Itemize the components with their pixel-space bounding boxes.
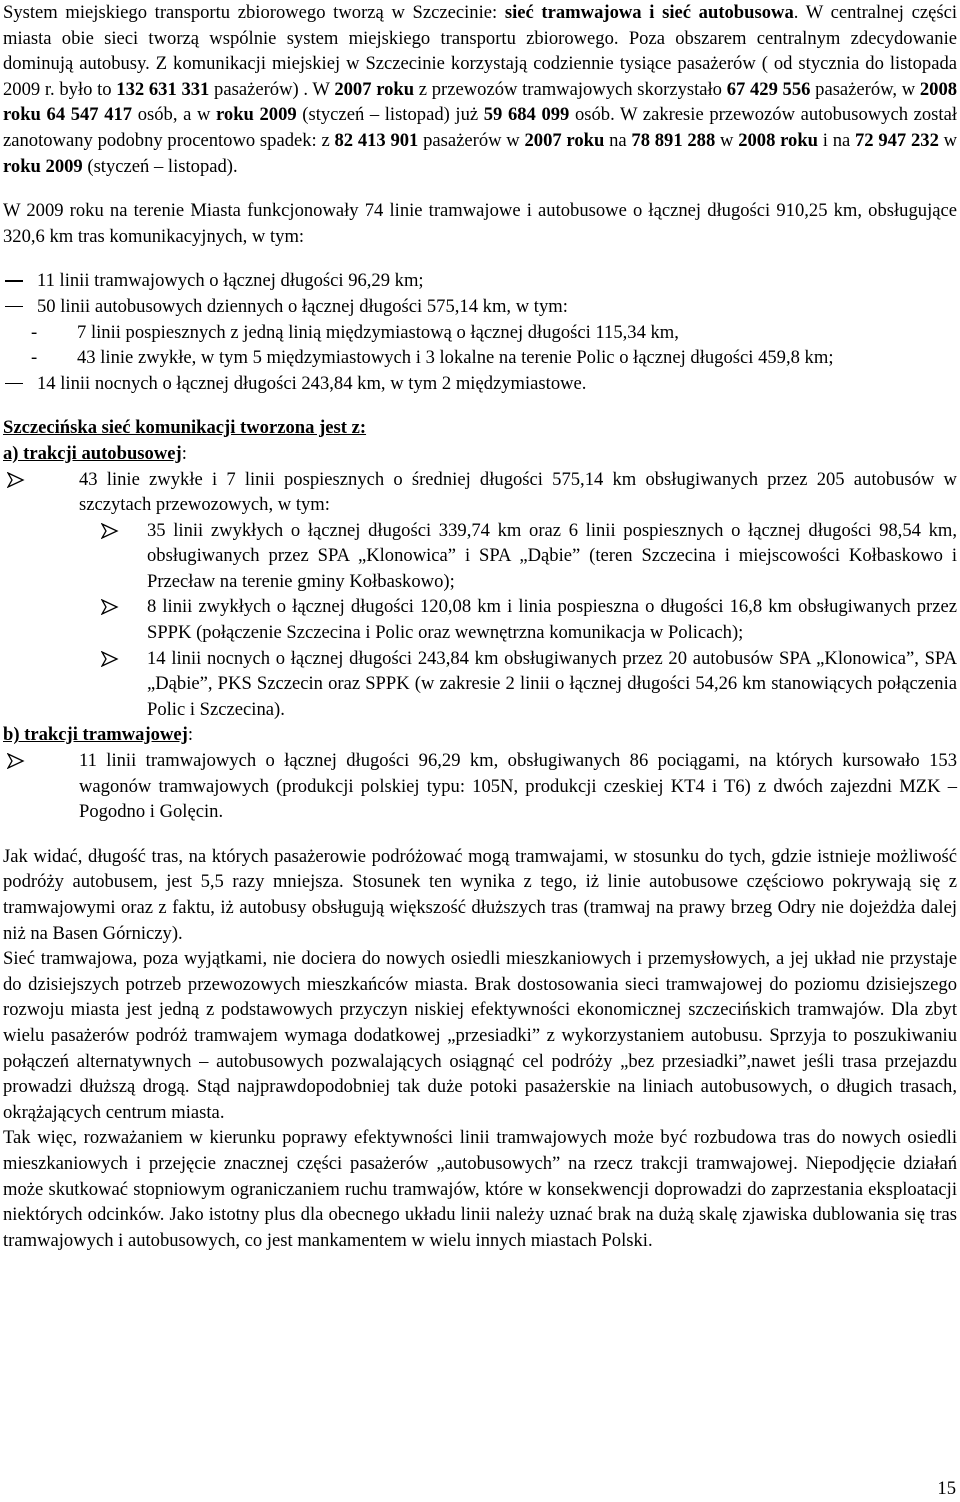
bold-text-run: 132 631 331 xyxy=(116,78,210,100)
text-run: osób. W zakresie przewozów autobusowych został zanotowany podobny procentowo spadek: z xyxy=(3,104,958,151)
list-item: - 7 linii pospiesznych z jedną linią międzymiastową o łącznej długości 115,34 km, xyxy=(3,320,957,346)
text-run: na xyxy=(604,129,632,151)
intro-paragraph xyxy=(3,0,957,179)
arrowhead-bullet-icon xyxy=(101,646,147,723)
list-item: 14 linii nocnych o łącznej długości 243,84 km, w tym 2 międzymiastowe. xyxy=(3,371,957,397)
bold-text-run: sieć tramwajowa i sieć autobusowa xyxy=(504,2,794,23)
lines-list xyxy=(3,268,957,396)
bold-text-run: 67 429 556 xyxy=(726,78,811,100)
bold-text-run: 2007 roku xyxy=(524,129,605,151)
text-run: (styczeń – listopad) już xyxy=(296,104,484,126)
list-item: 35 linii zwykłych o łącznej długości 339,74 km oraz 6 linii pospiesznych o łącznej długości 98,54 km, obsługiwanych przez SPA „Klonowica” i SPA „Dąbie” (teren Szczecina i miejscowości Kołbaskowo i Przecław na terenie gminy Kołbaskowo); xyxy=(3,518,957,595)
bold-text-run: 64 547 417 xyxy=(46,104,133,126)
dash-bullet-icon xyxy=(3,371,37,397)
dash-bullet-icon xyxy=(3,294,37,320)
bold-text-run: roku 2009 xyxy=(215,104,297,126)
list-item: 11 linii tramwajowych o łącznej długości 96,29 km; xyxy=(3,268,957,294)
list-item: 8 linii zwykłych o łącznej długości 120,08 km i linia pospieszna o długości 16,8 km obsługiwanych przez SPPK (połączenie Szczecina i Polic oraz wewnętrzna komunikacja w Policach); xyxy=(3,594,957,645)
list-item: 11 linii tramwajowych o łącznej długości 96,29 km, obsługiwanych 86 pociągami, na których kursowało 153 wagonów tramwajowych (produkcji polskiej typu: 105N, produkcji czeskiej KT4 i T6) z dwóch zajezdni MZK – Pogodno i Golęcin. xyxy=(3,748,957,825)
body-paragraph: Sieć tramwajowa, poza wyjątkami, nie dociera do nowych osiedli mieszkaniowych i przemysłowych, a jej układ nie przystaje do dzisiejszych potrzeb przewozowych mieszkańców miasta. Brak dostosowania sieci tramwajowej do poziomu dzisiejszego rozwoju miasta jest jedną z podstawowych przyczyn niskiej efektywności ekonomicznej szczecińskich tramwajów. Dla zbyt wielu pasażerów podróż tramwajem wymaga dodatkowej „przesiadki” z wykorzystaniem autobusu. Sprzyja to poszukiwaniu połączeń alternatywnych – autobusowych pozwalających osiągnąć cel podróży „bez przesiadki”,nawet jeśli trasa przejazdu prowadzi dłuższą drogą. Stąd najprawdopodobniej tak duże potoki pasażerskie na liniach autobusowych, o długich trasach, okrążających centrum miasta. xyxy=(3,948,957,1123)
text-run: osób, a w xyxy=(132,104,216,126)
hyphen-bullet-icon: - xyxy=(31,347,38,369)
page-number: 15 xyxy=(937,1478,956,1499)
bus-section-heading: a) trakcji autobusowej: xyxy=(3,442,187,464)
document-page xyxy=(3,0,957,1253)
bold-text-run: 72 947 232 xyxy=(855,129,939,151)
bold-text-run: 2007 roku xyxy=(334,78,415,100)
text-run: pasażerów) . W xyxy=(209,78,335,100)
list-item: - 43 linie zwykłe, w tym 5 międzymiastowych i 3 lokalne na terenie Polic o łącznej długości 459,8 km; xyxy=(3,345,957,371)
text-run: (styczeń – listopad). xyxy=(82,155,238,177)
bold-text-run: 82 413 901 xyxy=(334,129,419,151)
body-paragraph: Tak więc, rozważaniem w kierunku poprawy efektywności linii tramwajowych może być rozbudowa tras do nowych osiedli mieszkaniowych i przejęcie znacznej części pasażerów „autobusowych” na rzecz trakcji tramwajowej. Niepodjęcie działań może skutkować stopniowym ograniczaniem ruchu tramwajów, które w konsekwencji doprowadzi do zaprzestania eksploatacji niektórych odcinków. Jako istotny plus dla obecnego układu linii należy uznać brak na dużą skalę zjawiska dublowania się tras tramwajowych i autobusowych, co jest mankamentem w wielu innych miastach Polski. xyxy=(3,1127,957,1251)
text-run: w xyxy=(938,129,958,151)
list-item: 43 linie zwykłe i 7 linii pospiesznych o średniej długości 575,14 km obsługiwanych przez 205 autobusów w szczytach przewozowych, w tym: xyxy=(3,467,957,518)
arrowhead-bullet-icon xyxy=(101,518,147,595)
text-run: w xyxy=(715,129,739,151)
list-item: 50 linii autobusowych dziennych o łącznej długości 575,14 km, w tym: xyxy=(3,294,957,320)
body-paragraph: Jak widać, długość tras, na których pasażerowie podróżować mogą tramwajami, w stosunku do tych, gdzie istnieje możliwość podróży autobusem, jest 5,5 razy mniejsza. Stosunek ten wynika z tego, iż linie autobusowe częściowo pokrywają się z tramwajowymi oraz z faktu, iż autobusy obsługują większość dłuższych tras (tramwaj na prawy brzeg Odry nie dojeżdża dalej niż na Basen Górniczy). xyxy=(3,845,957,944)
dash-bullet-icon xyxy=(3,268,37,294)
bold-text-run: 2008 roku xyxy=(738,129,819,151)
arrowhead-bullet-icon xyxy=(101,594,147,645)
network-heading: Szczecińska sieć komunikacji tworzona jest z: xyxy=(3,417,367,439)
text-run: System miejskiego transportu zbiorowego tworzą w Szczecinie: xyxy=(3,2,505,23)
bold-text-run: 59 684 099 xyxy=(483,104,570,126)
text-run: z przewozów tramwajowych skorzystało xyxy=(414,78,727,100)
bold-text-run: 78 891 288 xyxy=(631,129,716,151)
lines-summary-paragraph: W 2009 roku na terenie Miasta funkcjonowały 74 linie tramwajowe i autobusowe o łącznej długości 910,25 km, obsługujące 320,6 km tras komunikacyjnych, w tym: xyxy=(3,200,957,247)
text-run: . W centralnej części miasta obie sieci tworzą wspólnie system miejskiego transportu zbiorowego. Poza obszarem centralnym zdecydowanie dominują autobusy. Z komunikacji miejskiej w Szczecinie korzystają codziennie tysiące pasażerów ( od stycznia do listopada 2009 r. było to xyxy=(3,2,957,100)
text-run: i na xyxy=(818,129,855,151)
text-run: pasażerów w xyxy=(418,129,525,151)
list-item: 14 linii nocnych o łącznej długości 243,84 km obsługiwanych przez 20 autobusów SPA „Klonowica”, SPA „Dąbie”, PKS Szczecin oraz SPPK (w zakresie 2 linii o łącznej długości 54,26 km stanowiących połączenia Polic i Szczecina). xyxy=(3,646,957,723)
text-run: pasażerów, w xyxy=(810,78,920,100)
bold-text-run: roku 2009 xyxy=(3,155,83,177)
hyphen-bullet-icon: - xyxy=(31,321,38,343)
arrowhead-bullet-icon xyxy=(7,748,79,825)
arrowhead-bullet-icon xyxy=(7,467,79,518)
tram-section-heading: b) trakcji tramwajowej: xyxy=(3,724,194,746)
bold-text-run: 2008 roku xyxy=(3,78,958,126)
